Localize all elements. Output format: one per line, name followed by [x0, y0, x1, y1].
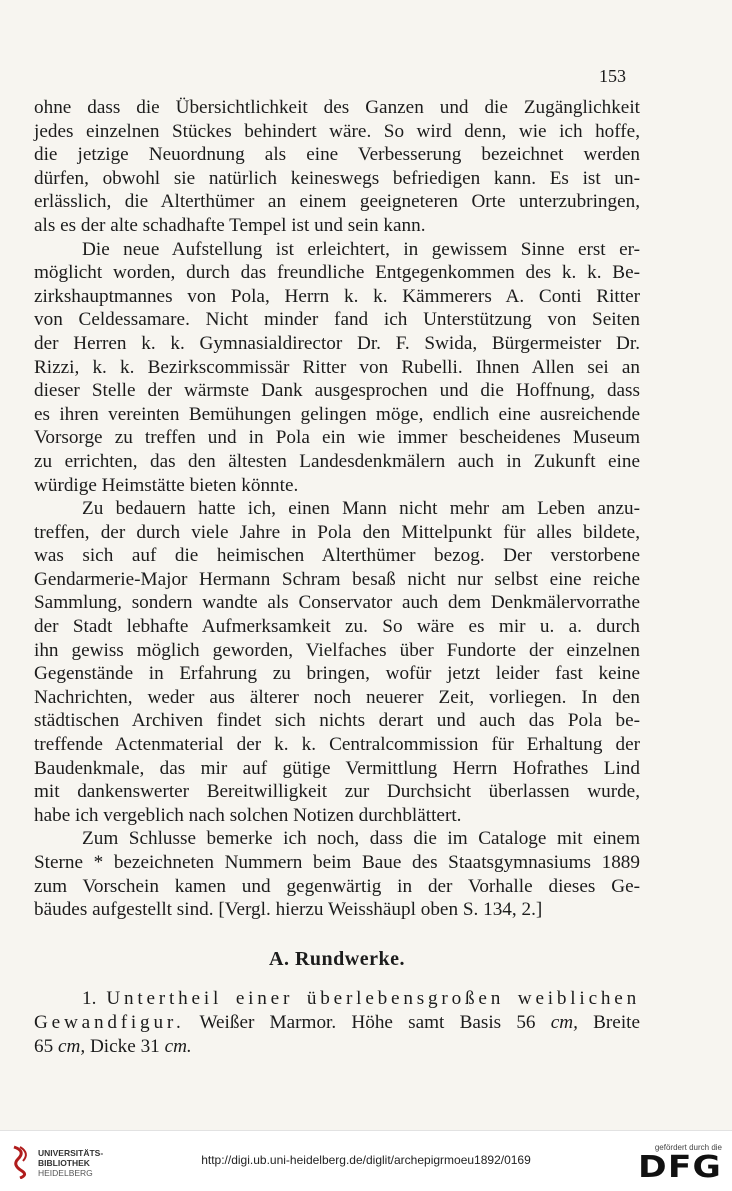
text-line: Sammlung, sondern wandte als Conservator auch dem Denkmälervorrathe [34, 592, 640, 614]
entry-line-3 [34, 1035, 640, 1059]
text-line: zu errichten, das den ältesten Landesdenkmälern auch in Zukunft eine [34, 450, 640, 472]
paragraph [34, 497, 640, 827]
body-text [34, 96, 640, 1058]
dfg-logo: DFG [638, 1150, 722, 1185]
text-line: Baudenkmale, das mir auf gütige Vermittlung Herrn Hofrathes Lind [34, 757, 640, 779]
text-line: bäudes aufgestellt sind. [Vergl. hierzu Weisshäupl oben S. 134, 2.] [34, 899, 543, 921]
text-line: Nachrichten, weder aus älterer noch neuerer Zeit, vorliegen. In den [34, 686, 640, 708]
text-line: möglicht worden, durch das freundliche Entgegenkommen des k. k. Be- [34, 262, 640, 284]
text-line: Rizzi, k. k. Bezirkscommissär Ritter von Rubelli. Ihnen Allen sei an [34, 356, 640, 378]
text-line: Vorsorge zu treffen und in Pola ein wie immer bescheidenes Museum [34, 427, 640, 449]
entry-line-2 [34, 1011, 640, 1035]
text-line: Gegenstände in Erfahrung zu bringen, wofür jetzt leider fast keine [34, 663, 640, 685]
library-name-line-3: HEIDELBERG [38, 1168, 93, 1178]
page-number: 153 [599, 66, 626, 86]
text-line: dürfen, obwohl sie natürlich keineswegs befriedigen kann. Es ist un- [34, 167, 640, 189]
entry-description: Weißer Marmor. Höhe samt Basis 56 [199, 1011, 536, 1033]
text-line: habe ich vergeblich nach solchen Notizen durchblättert. [34, 804, 462, 826]
text-line: Gendarmerie-Major Hermann Schram besaß nicht nur selbst eine reiche [34, 568, 640, 590]
text-line: würdige Heimstätte bieten könnte. [34, 474, 299, 496]
text-line: der Herren k. k. Gymnasialdirector Dr. F. Swida, Bürgermeister Dr. [34, 332, 640, 354]
library-name-line-1: UNIVERSITÄTS- [38, 1148, 104, 1158]
text-line: es ihren vereinten Bemühungen gelingen möge, endlich eine ausreichende [34, 403, 640, 425]
text-line: jedes einzelnen Stückes behindert wäre. So wird denn, wie ich hoffe, [34, 120, 640, 142]
text-line: Zum Schlusse bemerke ich noch, dass die im Cataloge mit einem [82, 828, 640, 850]
library-name-line-2: BIBLIOTHEK [38, 1158, 90, 1168]
paragraph [34, 238, 640, 498]
catalog-entry [34, 987, 640, 1058]
entry-width: 65 [34, 1035, 54, 1057]
text-line: dieser Stelle der wärmste Dank ausgesprochen und die Hoffnung, dass [34, 380, 640, 402]
entry-unit-3: cm. [164, 1035, 192, 1057]
text-line: Zu bedauern hatte ich, einen Mann nicht mehr am Leben anzu- [82, 498, 640, 520]
section-heading: A. Rundwerke. [269, 947, 405, 970]
paragraph-container [34, 96, 640, 922]
text-line: was sich auf die heimischen Alterthümer bezog. Der verstorbene [34, 545, 640, 567]
source-url-link[interactable]: http://digi.ub.uni-heidelberg.de/diglit/archepigrmoeu1892/0169 [201, 1153, 531, 1167]
text-line: Die neue Aufstellung ist erleichtert, in gewissem Sinne erst er- [82, 238, 640, 260]
paragraph [34, 827, 640, 921]
text-line: zirkshauptmannes von Pola, Herrn k. k. Kämmerers A. Conti Ritter [34, 285, 640, 307]
text-line: die jetzige Neuordnung als eine Verbesserung bezeichnet werden [34, 144, 640, 166]
text-line: mit dankenswerter Bereitwilligkeit zur Durchsicht überlassen wurde, [34, 781, 640, 803]
text-line: von Celdessamare. Nicht minder fand ich Unterstützung von Seiten [34, 309, 640, 331]
text-line: treffende Actenmaterial der k. k. Centralcommission für Erhaltung der [34, 734, 640, 756]
entry-breite: Breite [593, 1011, 640, 1033]
entry-title: Untertheil einer überlebensgroßen weiblichen [106, 988, 640, 1010]
footer-bar [0, 1130, 732, 1191]
funder-label: gefördert durch die [654, 1143, 722, 1152]
paragraph [34, 96, 640, 238]
text-line: städtischen Archiven findet sich nichts derart und auch das Pola be- [34, 710, 640, 732]
text-line: ohne dass die Übersichtlichkeit des Ganzen und die Zugänglichkeit [34, 97, 640, 118]
text-line: erlässlich, die Alterthümer an einem geeigneteren Orte unterzubringen, [34, 191, 640, 213]
funder [638, 1143, 722, 1185]
entry-unit-2: cm, [57, 1035, 86, 1057]
text-line: der Stadt lebhafte Aufmerksamkeit zu. So wäre es mir u. a. durch [34, 616, 640, 638]
entry-depth: Dicke 31 [89, 1035, 160, 1057]
entry-number: 1. [82, 988, 97, 1010]
text-line: als es der alte schadhafte Tempel ist und sein kann. [34, 214, 426, 236]
entry-line-1 [34, 987, 640, 1011]
text-line: treffen, der durch viele Jahre in Pola den Mittelpunkt für alles bildete, [34, 521, 640, 543]
text-line: Sterne * bezeichneten Nummern beim Baue des Staatsgymnasiums 1889 [34, 852, 640, 873]
entry-unit-1: cm, [550, 1011, 578, 1033]
text-line: ihn gewiss möglich geworden, Vielfaches über Fundorte der einzelnen [34, 639, 640, 661]
text-line: zum Vorschein kamen und gegenwärtig in der Vorhalle dieses Ge- [34, 875, 640, 897]
entry-title-cont: Gewandfigur. [34, 1011, 185, 1033]
